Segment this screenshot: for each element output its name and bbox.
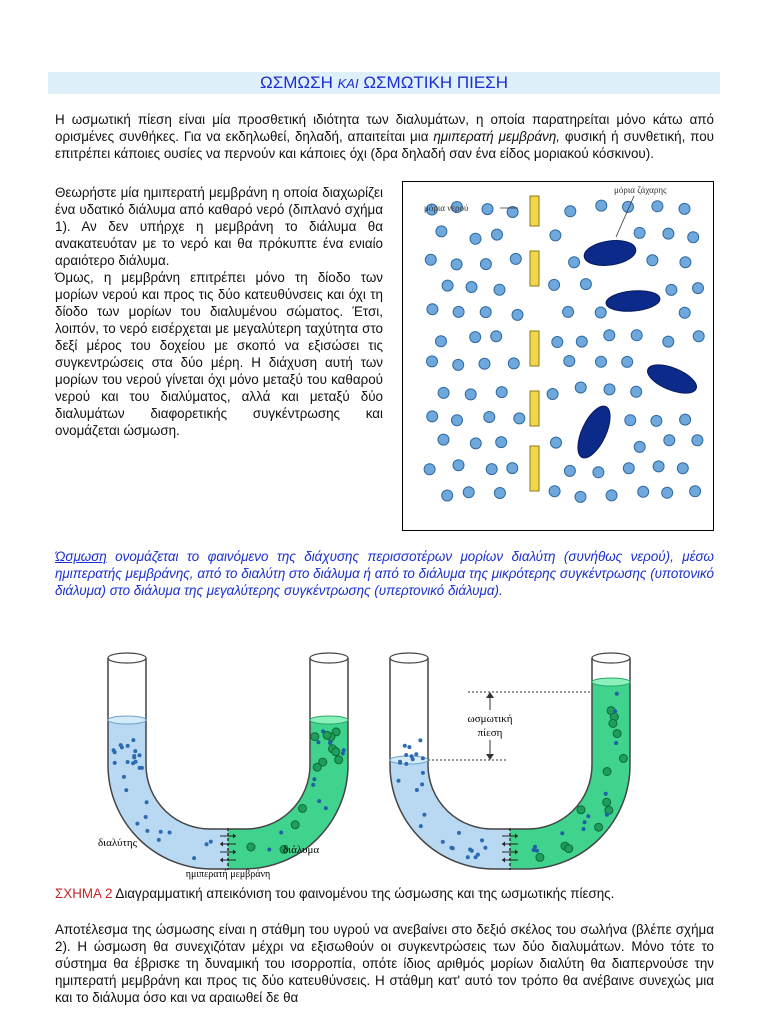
water-molecule (653, 461, 664, 472)
right-tube-left-rim (390, 653, 428, 663)
left-tube-right-level (310, 716, 348, 724)
water-molecule (436, 226, 447, 237)
water-molecule (496, 437, 507, 448)
water-molecule (425, 254, 436, 265)
water-molecule (580, 279, 591, 290)
pressure-label-1: ωσμωτική (467, 713, 513, 725)
intro-text-1: Η ωσμωτική πίεση είναι μία προσθετική ιδιότητα των διαλυμάτων, η οποία παρατηρείται μόνο κάτω από ορισμένες συνθήκες. Για να εκδηλωθεί, δηλαδή, απαιτείται μια (55, 112, 714, 144)
water-molecule (631, 330, 642, 341)
water-molecule (442, 490, 453, 501)
title-part-small: ΚΑΙ (337, 76, 359, 91)
water-molecule (575, 382, 586, 393)
water-molecule (564, 356, 575, 367)
water-molecule (647, 255, 658, 266)
water-molecule (442, 280, 453, 291)
intro-paragraph (55, 111, 714, 162)
definition-paragraph (55, 548, 714, 599)
pressure-label-2: πίεση (477, 727, 503, 739)
water-molecule (549, 279, 560, 290)
water-molecule (470, 438, 481, 449)
osmotic-pressure-marker (428, 692, 592, 760)
left-column-text (55, 184, 383, 439)
caption-label: ΣΧΗΜΑ 2 (55, 886, 113, 901)
figure-membrane-molecules (402, 181, 714, 531)
water-molecule (466, 282, 477, 293)
water-molecule (451, 259, 462, 270)
water-molecule (512, 309, 523, 320)
definition-term: Ώσμωση (55, 549, 107, 564)
water-molecule (638, 486, 649, 497)
water-molecule (622, 356, 633, 367)
left-tube-left-level (108, 716, 146, 724)
solution-label: διάλυμα (283, 844, 320, 856)
water-label: μόρια νερού (424, 203, 469, 213)
title-part-2: ΩΣΜΩΤΙΚΗ ΠΙΕΣΗ (363, 73, 508, 92)
title-part-1: ΩΣΜΩΣΗ (260, 73, 333, 92)
water-molecule (664, 435, 675, 446)
right-tube-solvent-fill (390, 760, 510, 869)
left-paragraph-1: Θεωρήστε μία ημιπερατή μεμβράνη η οποία διαχωρίζει ένα υδατικό διάλυμα από καθαρό νερό (διπλανό σχήμα 1). Αν δεν υπήρχε η μεμβράνη το διάλυμα θα ανακατευόταν με το νερό και θα πρόκυπτε ένα ενιαίο αραιότερο διάλυμα. (55, 185, 383, 268)
water-molecule (492, 229, 503, 240)
water-molecule (564, 465, 575, 476)
water-molecule (631, 386, 642, 397)
water-molecule (496, 387, 507, 398)
water-molecule (547, 389, 558, 400)
solvent-label: διαλύτης (98, 837, 138, 849)
water-molecule (453, 359, 464, 370)
figure-u-tubes (98, 640, 658, 880)
water-molecule (693, 331, 704, 342)
water-molecule (575, 491, 586, 502)
water-molecule (651, 415, 662, 426)
water-molecule (514, 413, 525, 424)
water-molecule (693, 283, 704, 294)
water-molecule (508, 358, 519, 369)
water-molecule (593, 467, 604, 478)
water-molecule (576, 336, 587, 347)
water-molecule (680, 257, 691, 268)
bottom-paragraph: Αποτέλεσμα της ώσμωσης είναι η στάθμη του υγρού να ανεβαίνει στο δεξιό σκέλος του σωλήνα (βλέπε σχήμα 2). Η ώσμωση θα συνεχιζόταν μέχρι να εξισωθούν οι συγκεντρώσεις των δύο διαλυμάτων. Μόνο τότε το σύστημα θα έβρισκε τη δυναμική του ισορροπία, οπότε ίδιος αριθμός μορίων διαλύτη θα διαπερνούσε την ημιπερατή μεμβράνη και προς τις δύο κατευθύνσεις. Η στάθμη κατ' αυτό τον τρόπο θα ανέβαινε συνεχώς μια και το διάλυμα όσο και να αραιωθεί δε θα (55, 922, 714, 1005)
water-molecule (453, 306, 464, 317)
membrane-segment (530, 196, 539, 226)
right-tube-right-level (592, 678, 630, 686)
u-tube-right (390, 653, 630, 870)
water-molecule (652, 201, 663, 212)
figure-2-caption (55, 886, 714, 901)
definition-text: ονομάζεται το φαινόμενο της διάχυσης περισσοτέρων μορίων διαλύτη (συνήθως νερού), μέσω ημιπερατής μεμβράνης, από το διαλύτη στο διάλυμα ή από το διάλυμα της μικρότερης συγκέντρωσης (υποτονικό διάλυμα) στο διάλυμα της μεγαλύτερης συγκέντρωσης (υπερτονικό διάλυμα). (55, 549, 714, 598)
water-molecule (463, 487, 474, 498)
water-molecule (427, 356, 438, 367)
membrane-segment (530, 331, 539, 366)
water-molecule (484, 412, 495, 423)
water-molecule (470, 332, 481, 343)
water-molecule (663, 336, 674, 347)
water-molecule (662, 487, 673, 498)
intro-emphasis: ημιπερατή μεμβράνη, (433, 129, 560, 144)
left-paragraph-2: Όμως, η μεμβράνη επιτρέπει μόνο τη δίοδο των μορίων νερού και προς τις δύο κατευθύνσεις και όχι τη δίοδο των μορίων του διαλυμένου σώματος. Έτσι, λοιπόν, το νερό εισέρχεται με μεγαλύτερη ταχύτητα στο δεξί μέρος του δοχείου με σκοπό να εξισώσει τις συγκεντρώσεις στα δύο μέρη. Η διάχυση αυτή των μορίων του νερού γίνεται όχι μόνο μεταξύ του καθαρού νερού και του διαλύματος, αλλά και μεταξύ δύο διαλυμάτων διαφορετικής συγκέντρωσης και ονομάζεται ώσμωση. (55, 270, 383, 438)
water-molecule (436, 336, 447, 347)
water-molecule (596, 356, 607, 367)
water-molecule (634, 441, 645, 452)
left-tube-right-rim (310, 653, 348, 663)
water-molecule (563, 306, 574, 317)
water-molecule (623, 463, 634, 474)
intro-text-2: φυσική ή συνθετική, που επιτρέπει κάποιες ουσίες να περνούν και κάποιες όχι (δρα δηλαδή σαν ένα είδος μοριακού κόσκινου). (55, 129, 715, 161)
u-tube-left (108, 653, 348, 870)
water-molecule (677, 463, 688, 474)
water-molecule (569, 257, 580, 268)
water-molecule (551, 437, 562, 448)
water-molecule (424, 464, 435, 475)
water-molecule (486, 464, 497, 475)
water-molecule (438, 434, 449, 445)
water-molecule (427, 411, 438, 422)
water-molecule (623, 201, 634, 212)
water-molecule (688, 232, 699, 243)
water-molecule (679, 203, 690, 214)
water-molecule (552, 337, 563, 348)
membrane-segment (530, 391, 539, 426)
membrane-label: ημιπερατή μεμβράνη (185, 869, 271, 880)
right-tube-right-rim (592, 653, 630, 663)
water-molecule (438, 387, 449, 398)
water-molecule (452, 415, 463, 426)
water-molecule (625, 415, 636, 426)
left-tube-left-rim (108, 653, 146, 663)
water-molecule (606, 490, 617, 501)
water-molecule (680, 414, 691, 425)
water-molecule (692, 435, 703, 446)
membrane-segment (530, 251, 539, 286)
water-molecule (663, 228, 674, 239)
sugar-label: μόρια ζάχαρης (614, 185, 667, 195)
water-molecule (479, 358, 490, 369)
water-molecule (604, 384, 615, 395)
water-molecule (550, 230, 561, 241)
water-molecule (480, 259, 491, 270)
water-molecule (427, 304, 438, 315)
water-molecule (465, 389, 476, 400)
water-molecule (494, 488, 505, 499)
water-molecule (480, 307, 491, 318)
water-molecule (565, 206, 576, 217)
water-molecule (453, 460, 464, 471)
water-molecule (666, 284, 677, 295)
water-molecule (491, 331, 502, 342)
water-molecule (494, 284, 505, 295)
water-molecule (470, 233, 481, 244)
water-molecule (634, 227, 645, 238)
water-molecule (596, 200, 607, 211)
water-molecule (595, 307, 606, 318)
caption-text: Διαγραμματική απεικόνιση του φαινομένου της ώσμωσης και της ωσμωτικής πίεσης. (112, 886, 615, 901)
water-molecule (549, 486, 560, 497)
water-molecule (510, 253, 521, 264)
water-molecule (482, 204, 493, 215)
water-molecule (679, 307, 690, 318)
water-molecule (604, 330, 615, 341)
membrane-segment (530, 446, 539, 491)
page-title (48, 72, 720, 94)
water-molecule (690, 486, 701, 497)
water-molecule (507, 463, 518, 474)
